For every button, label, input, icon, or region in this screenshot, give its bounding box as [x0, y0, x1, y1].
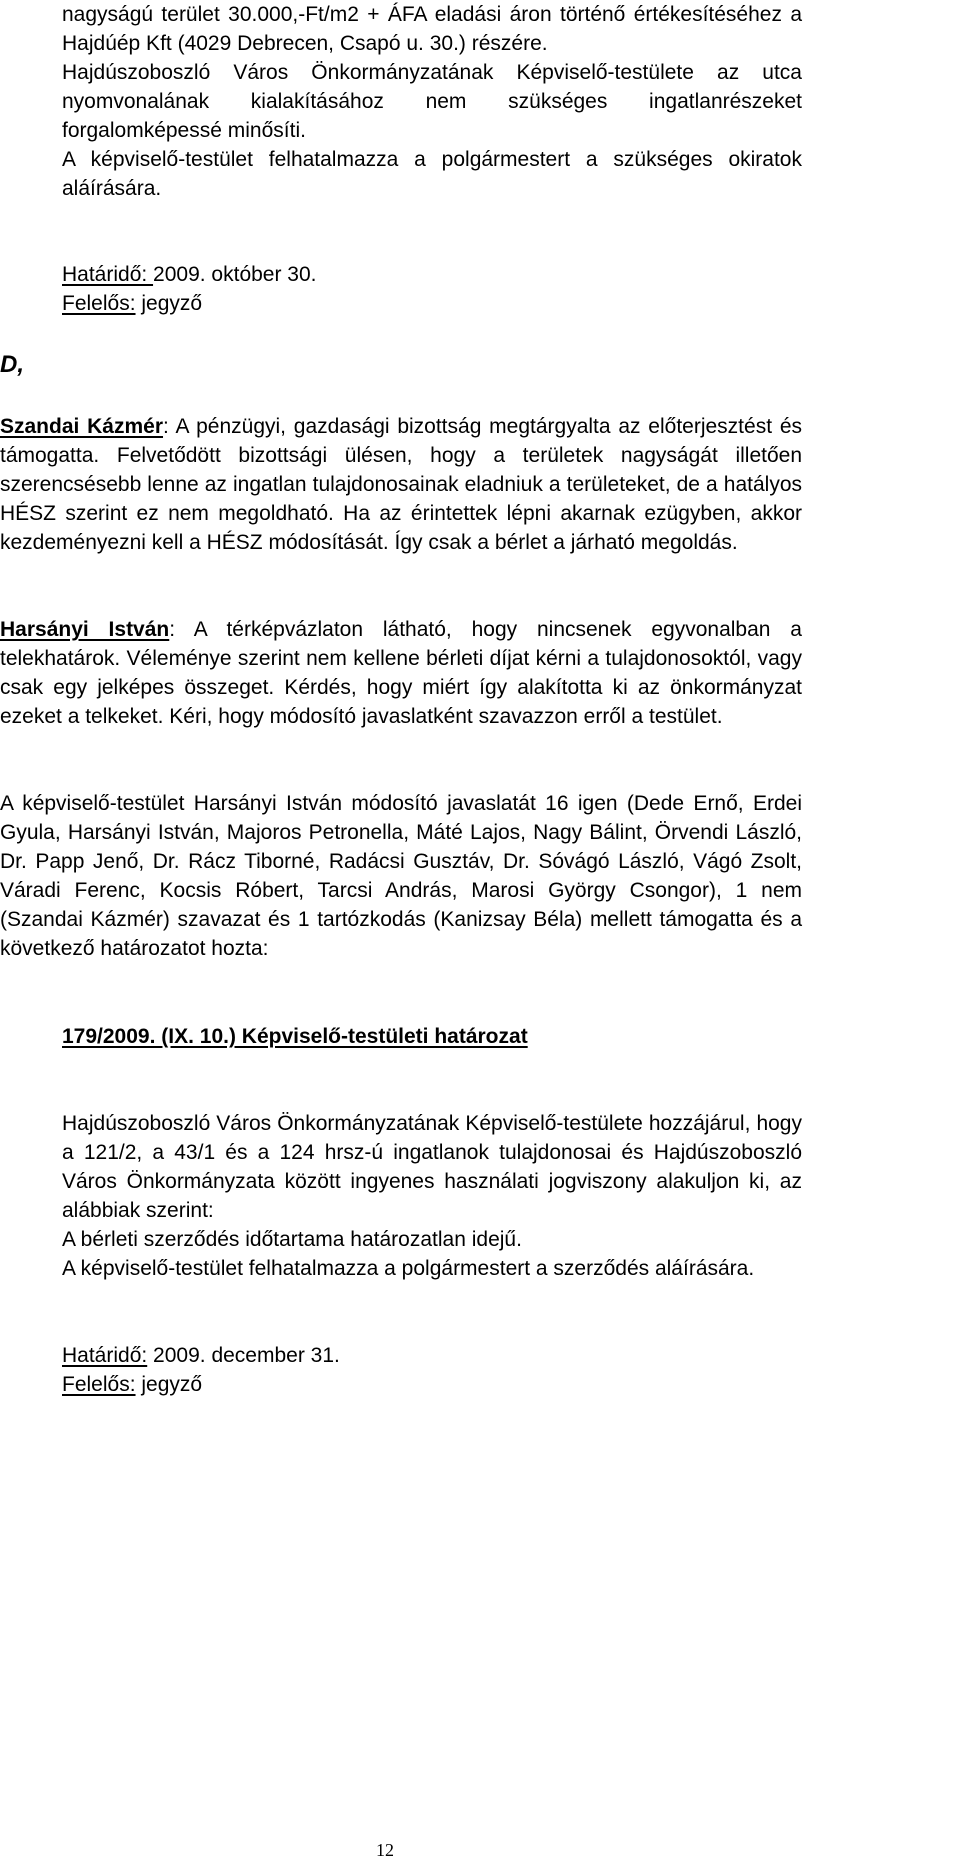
resolution-responsible-value: jegyző	[135, 1373, 203, 1396]
resolution-deadline-value: 2009. december 31.	[147, 1344, 340, 1367]
resolution-responsible	[62, 1370, 802, 1399]
resolution-paragraph-1: Hajdúszoboszló Város Önkormányzatának Képviselő-testülete hozzájárul, hogy a 121/2, a 43/1 és a 124 hrsz-ú ingatlanok tulajdonosai és Hajdúszoboszló Város Önkormányzata között ingyenes használati jogviszony alakuljon ki, az alábbiak szerint:	[62, 1112, 802, 1222]
top-deadline	[62, 260, 802, 289]
resolution-deadline	[62, 1341, 802, 1370]
resolution-deadline-label: Határidő:	[62, 1344, 148, 1367]
top-paragraph-2: Hajdúszoboszló Város Önkormányzatának Képviselő-testülete az utca nyomvonalának kialakításához nem szükséges ingatlanrészeket forgalomképessé minősíti.	[62, 61, 802, 142]
top-resolution-text	[62, 0, 802, 203]
top-deadline-value: 2009. október 30.	[153, 263, 317, 286]
szandai-text: : A pénzügyi, gazdasági bizottság megtárgyalta az előterjesztést és támogatta. Felvetődött bizottsági ülésen, hogy a területek nagyságát illetően szerencsésebb lenne az ingatlan tulajdonosainak eladniuk a területeket, de a hatályos HÉSZ szerint ez nem megoldható. Ha az érintettek lépni akarnak ezügyben, akkor kezdeményezni kell a HÉSZ módosítását. Így csak a bérlet a járható megoldás.	[0, 415, 802, 554]
resolution-responsible-label: Felelős:	[62, 1373, 136, 1396]
page-number: 12	[376, 1840, 394, 1860]
resolution-title-block	[62, 1022, 802, 1051]
harsanyi-paragraph	[0, 615, 802, 731]
speaker-name-harsanyi: Harsányi István	[0, 618, 170, 641]
vote-text: A képviselő-testület Harsányi István módosító javaslatát 16 igen (Dede Ernő, Erdei Gyula, Harsányi István, Majoros Petronella, Máté Lajos, Nagy Bálint, Örvendi László, Dr. Papp Jenő, Dr. Rácz Tiborné, Radácsi Gusztáv, Dr. Sóvágó László, Vágó Zsolt, Váradi Ferenc, Kocsis Róbert, Tarcsi András, Marosi György Csongor), 1 nem (Szandai Kázmér) szavazat és 1 tartózkodás (Kanizsay Béla) mellett támogatta és a következő határozatot hozta:	[0, 792, 802, 960]
top-deadline-block	[62, 260, 802, 318]
harsanyi-text: : A térképvázlaton látható, hogy nincsenek egyvonalban a telekhatárok. Véleménye szerint nem kellene bérleti díjat kérni a tulajdonosoktól, vagy csak egy jelképes összeget. Kérdés, hogy miért így alakította ki az önkormányzat ezeket a telkeket. Kéri, hogy módosító javaslatként szavazzon erről a testület.	[0, 618, 802, 728]
resolution-paragraph-2: A bérleti szerződés időtartama határozatlan idejű.	[62, 1228, 522, 1251]
top-deadline-label: Határidő:	[62, 263, 154, 286]
vote-paragraph	[0, 789, 802, 963]
resolution-paragraph-3: A képviselő-testület felhatalmazza a polgármestert a szerződés aláírására.	[62, 1257, 755, 1280]
resolution-title: 179/2009. (IX. 10.) Képviselő-testületi határozat	[62, 1025, 528, 1048]
resolution-body	[62, 1109, 802, 1283]
top-responsible-label: Felelős:	[62, 292, 136, 315]
top-responsible	[62, 289, 802, 318]
top-responsible-value: jegyző	[135, 292, 203, 315]
top-paragraph-3: A képviselő-testület felhatalmazza a polgármestert a szükséges okiratok aláírására.	[62, 148, 802, 200]
speaker-name-szandai: Szandai Kázmér	[0, 415, 164, 438]
resolution-deadline-block	[62, 1341, 802, 1399]
szandai-paragraph	[0, 412, 802, 557]
top-paragraph-1: nagyságú terület 30.000,-Ft/m2 + ÁFA eladási áron történő értékesítéséhez a Hajdúép Kft (4029 Debrecen, Csapó u. 30.) részére.	[62, 3, 802, 55]
section-label: D,	[0, 351, 24, 378]
